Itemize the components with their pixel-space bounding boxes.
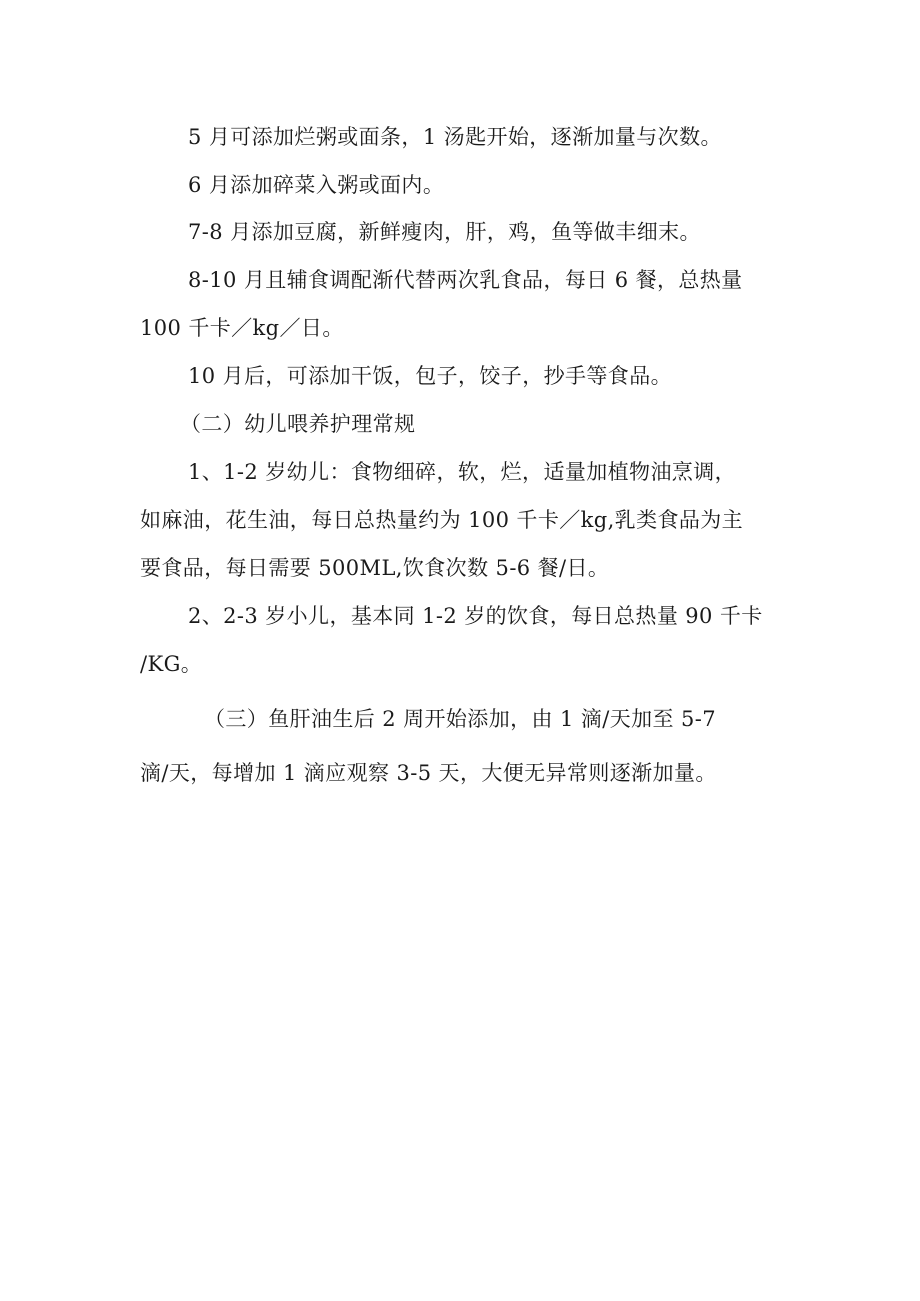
text-line-month6: 6 月添加碎菜入粥或面内。 — [188, 173, 445, 197]
text-line-month8-10: 8-10 月且辅食调配渐代替两次乳食品，每日 6 餐，总热量 — [188, 268, 743, 292]
section-heading-cod-liver-oil: （三）鱼肝油生后 2 周开始添加，由 1 滴/天加至 5-7 — [204, 707, 716, 731]
text-line-age1-2-cont2: 要食品，每日需要 500ML,饮食次数 5-6 餐/日。 — [140, 556, 610, 580]
text-line-month10: 10 月后，可添加干饭，包子，饺子，抄手等食品。 — [188, 364, 672, 388]
text-line-cod-liver-oil-cont: 滴/天，每增加 1 滴应观察 3-5 天，大便无异常则逐渐加量。 — [140, 761, 717, 785]
text-line-age2-3: 2、2-3 岁小儿，基本同 1-2 岁的饮食，每日总热量 90 千卡 — [188, 604, 763, 628]
text-line-month7-8: 7-8 月添加豆腐，新鲜瘦肉，肝，鸡，鱼等做丰细末。 — [188, 220, 701, 244]
text-line-age1-2: 1、1-2 岁幼儿：食物细碎，软，烂，适量加植物油烹调， — [188, 460, 737, 484]
section-heading-toddler: （二）幼儿喂养护理常规 — [180, 412, 416, 436]
text-line-age2-3-cont: /KG。 — [140, 652, 203, 676]
text-line-age1-2-cont1: 如麻油，花生油，每日总热量约为 100 千卡／kg,乳类食品为主 — [140, 508, 744, 532]
text-line-month5: 5 月可添加烂粥或面条，1 汤匙开始，逐渐加量与次数。 — [188, 125, 722, 149]
text-line-month8-10-cont: 100 千卡／kg／日。 — [140, 316, 344, 340]
